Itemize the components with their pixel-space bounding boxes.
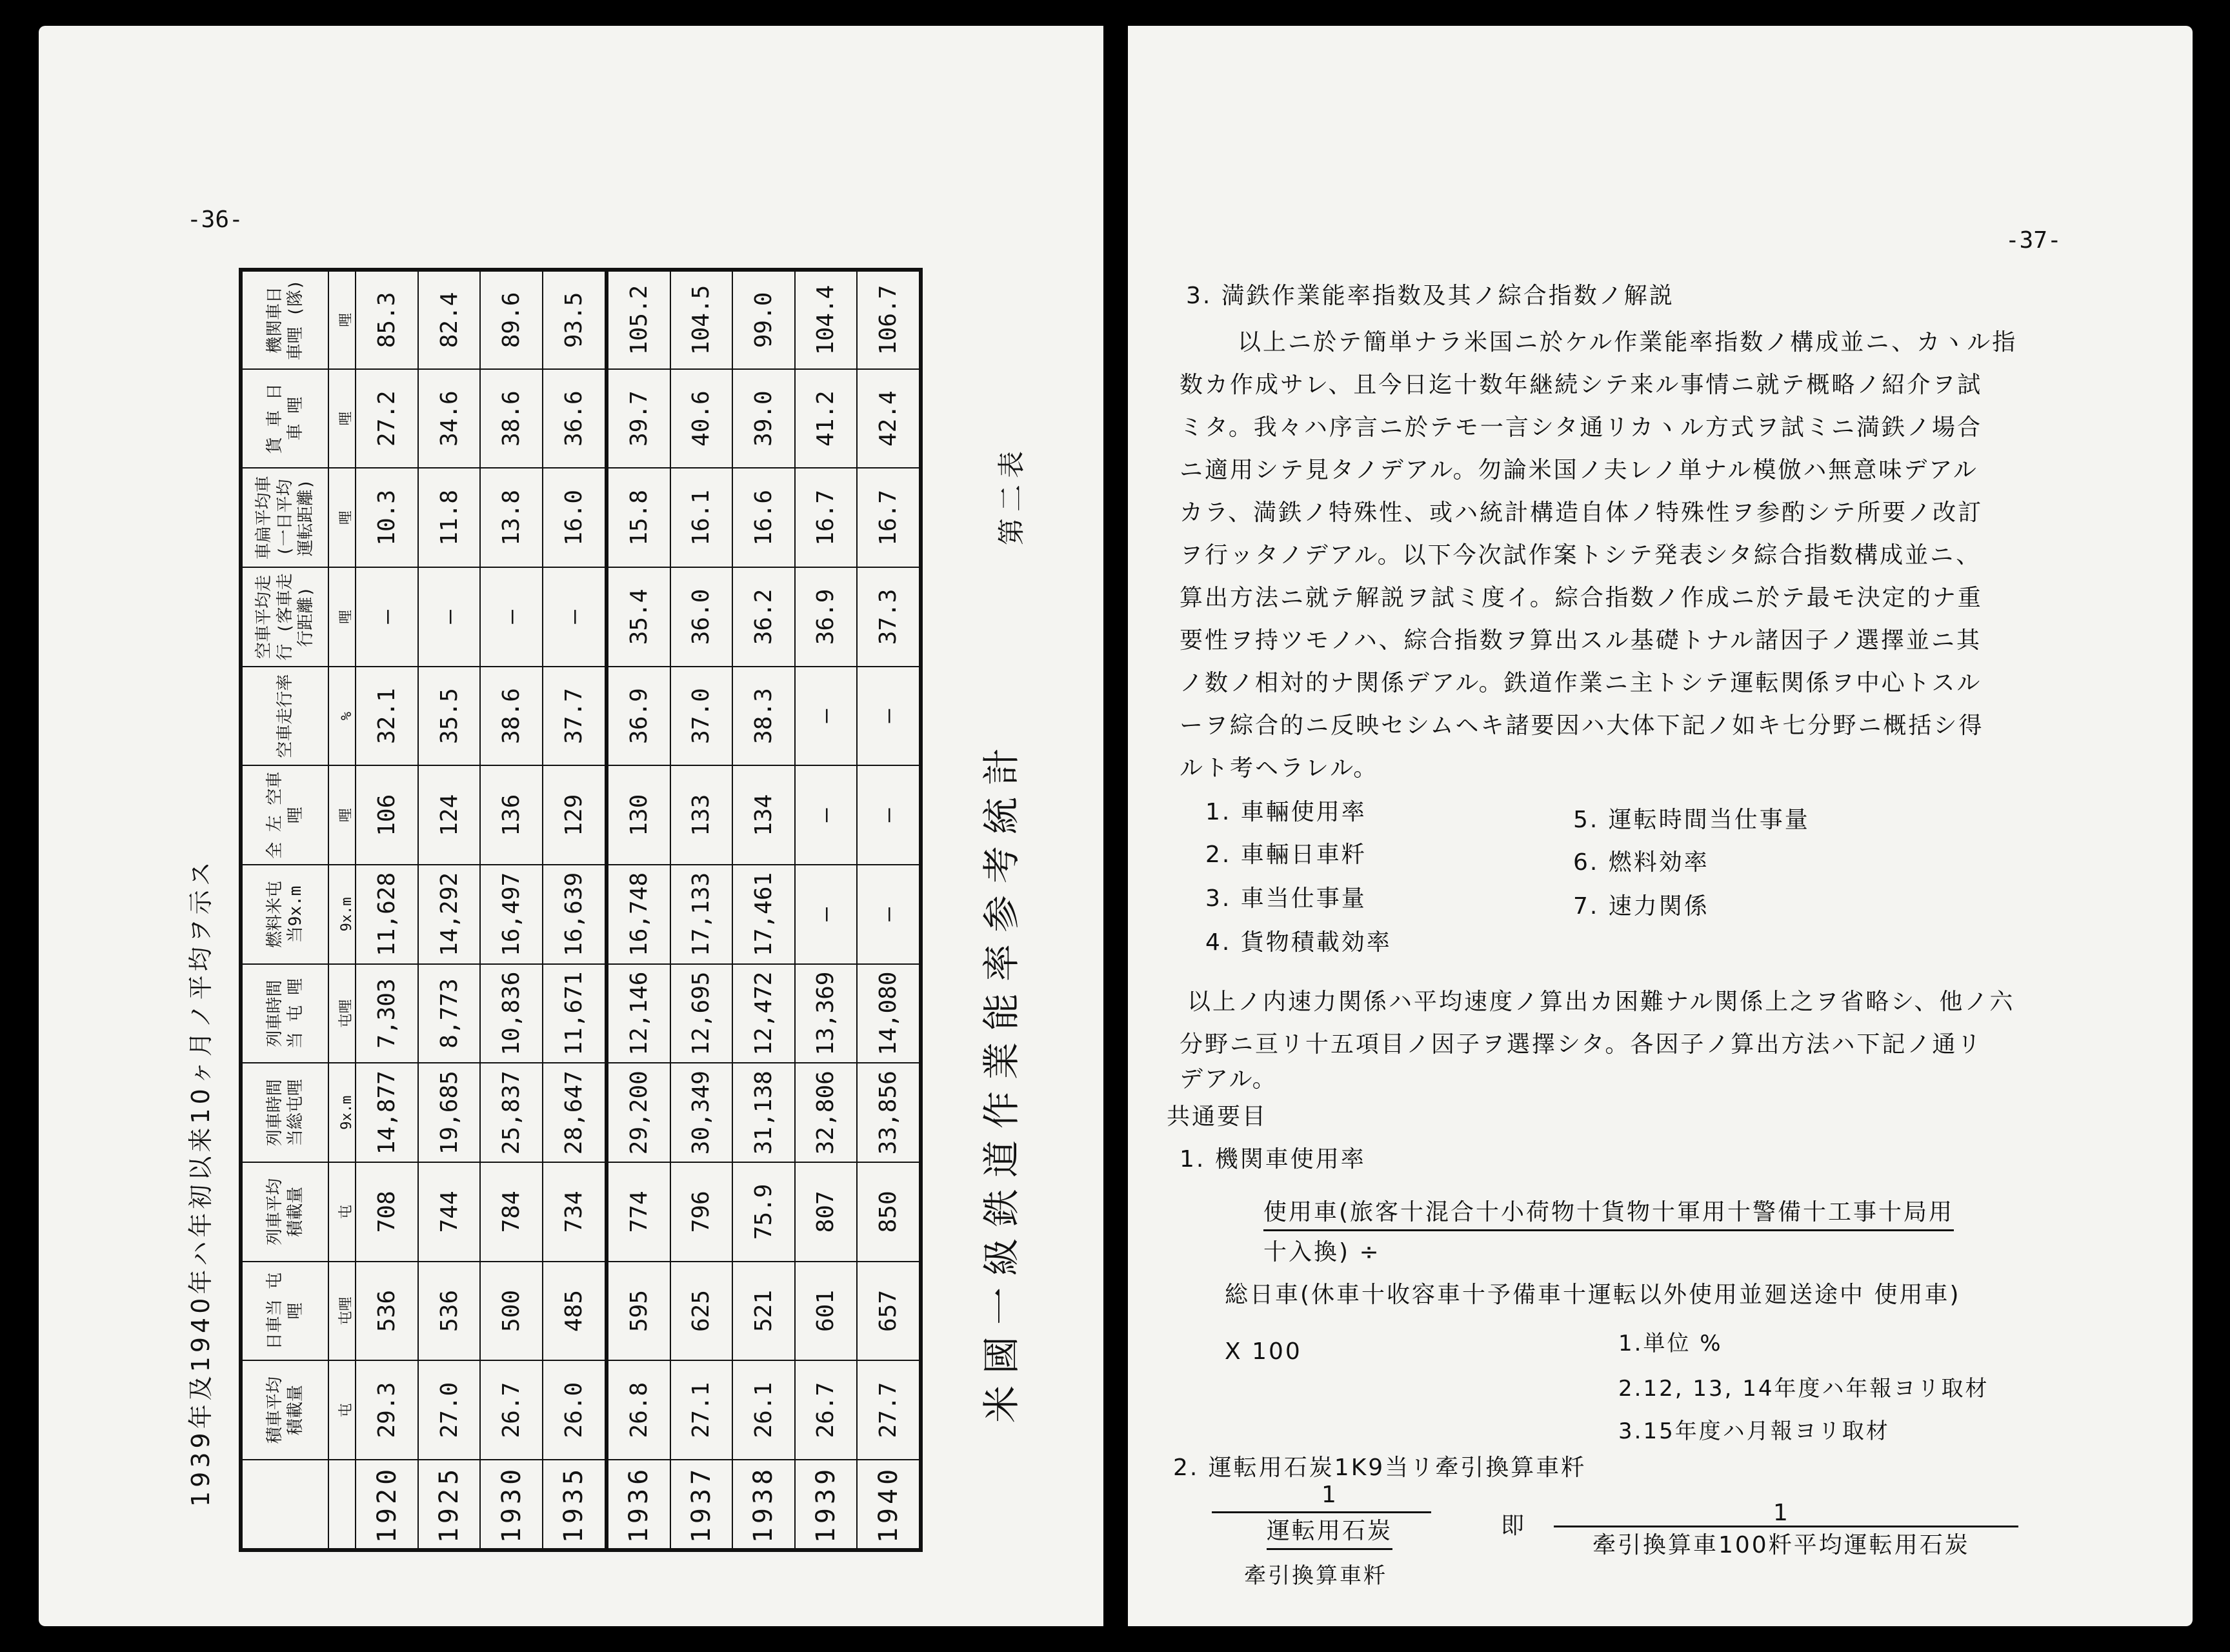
unit-cell: 屯 [328,1162,356,1262]
unit-cell: 哩 [328,567,356,667]
table-cell: 35.4 [607,567,670,667]
note-item: 3.15年度ハ月報ヨリ取材 [1618,1418,1890,1444]
paragraph-line: 要性ヲ持ツモノハ、綜合指数ヲ算出スル基礎トナル諸因子ノ選擇並ニ其 [1180,627,1982,654]
year-cell: 1935 [543,1460,607,1550]
header-cell: 貨 車 日 車 哩 [241,369,328,468]
unit-cell: 屯哩 [328,964,356,1063]
item-heading: 2. 運転用石炭1K9当リ牽引換算車粁 [1173,1455,1587,1481]
table-cell: 16.6 [732,468,795,567]
unit-cell: 哩 [328,270,356,369]
table-row [795,270,858,1550]
table-cell: 7,303 [356,964,418,1063]
fraction-numerator: 1 [1773,1500,1790,1526]
table-cell: 16,639 [543,865,607,964]
table-caption: 米國一級鉄道作業能率参考統計 [979,736,1023,1423]
table-cell: 27.7 [857,1360,921,1460]
table-cell: 39.0 [732,369,795,468]
table-cell: 14,877 [356,1063,418,1162]
table-cell: 106 [356,765,418,865]
table-cell: 15.8 [607,468,670,567]
table-cell: 500 [480,1262,543,1361]
table-cell: — [356,567,418,667]
fraction-denominator: 牽引換算車100粁平均運転用石炭 [1592,1532,1970,1558]
table-cell: — [480,567,543,667]
paragraph-line: カラ、満鉄ノ特殊性、或ハ統計構造自体ノ特殊性ヲ参酌シテ所要ノ改訂 [1180,499,1984,526]
table-cell: 33,856 [857,1063,921,1162]
table-cell: 734 [543,1162,607,1262]
table-cell: 35.5 [418,667,481,766]
year-cell: 1937 [670,1460,733,1550]
factor-item: 7. 速力関係 [1573,893,1709,920]
table-cell: 8,773 [418,964,481,1063]
formula-numerator: 使用車(旅客十混合十小荷物十貨物十軍用十警備十工事十局用 [1263,1194,1954,1231]
table-cell: 16.7 [795,468,858,567]
note-item: 1.単位 % [1618,1331,1723,1356]
table-cell: 17,133 [670,865,733,964]
factor-item: 4. 貨物積載効率 [1205,929,1392,956]
fraction-denominator: 運転用石炭 [1267,1513,1392,1550]
rotated-table-block [168,248,1071,1604]
table-row [356,270,418,1550]
unit-cell: 哩 [328,765,356,865]
table-cell: 744 [418,1162,481,1262]
formula-multiplier: X 100 [1225,1338,1302,1365]
header-cell: 列車平均 積載量 [241,1162,328,1262]
table-header-row [241,270,328,1550]
table-cell: 104.5 [670,270,733,369]
table-cell: 36.2 [732,567,795,667]
table-row [480,270,543,1550]
table-cell: 601 [795,1262,858,1361]
unit-cell: 屯哩 [328,1262,356,1361]
table-cell: 130 [607,765,670,865]
table-cell: 136 [480,765,543,865]
table-cell: 133 [670,765,733,865]
table-cell: 850 [857,1162,921,1262]
paragraph-line: 分野ニ亘リ十五項目ノ因子ヲ選擇シタ。各因子ノ算出方法ハ下記ノ通リ [1180,1031,1983,1058]
table-note: 1939年及1940年ハ年初以来10ヶ月ノ平均ヲ示ス [186,858,215,1507]
header-cell [241,1460,328,1550]
table-cell: 25,837 [480,1063,543,1162]
table-cell: 29.3 [356,1360,418,1460]
paragraph-line: ーヲ綜合的ニ反映セシムヘキ諸要因ハ大体下記ノ如キ七分野ニ概括シ得 [1180,712,1984,739]
table-cell: 13.8 [480,468,543,567]
table-cell: 19,685 [418,1063,481,1162]
table-cell: 708 [356,1162,418,1262]
table-cell: 31,138 [732,1063,795,1162]
statistics-table [239,268,923,1552]
table-cell: 104.4 [795,270,858,369]
table-cell: 10.3 [356,468,418,567]
table-cell: 38.6 [480,667,543,766]
year-cell: 1920 [356,1460,418,1550]
table-row [543,270,607,1550]
table-cell: 32.1 [356,667,418,766]
unit-cell: 屯 [328,1360,356,1460]
table-cell: 16,497 [480,865,543,964]
header-cell: 空車走行率 [241,667,328,766]
table-cell: 30,349 [670,1063,733,1162]
table-cell: — [857,667,921,766]
table-cell: 784 [480,1162,543,1262]
table-row [607,270,670,1550]
common-heading: 共通要目 [1167,1103,1268,1130]
table-cell: 106.7 [857,270,921,369]
paragraph-line: ミタ。我々ハ序言ニ於テモ一言シタ通リカヽル方式ヲ試ミニ満鉄ノ場合 [1180,414,1983,441]
page-number: -36- [187,206,243,233]
paragraph-line: ニ適用シテ見タノデアル。勿論米国ノ夫レノ単ナル模倣ハ無意味デアル [1180,457,1978,483]
table-cell: 37.7 [543,667,607,766]
table-cell: 807 [795,1162,858,1262]
table-cell: 12,695 [670,964,733,1063]
table-cell: 129 [543,765,607,865]
section-heading: 3. 満鉄作業能率指数及其ノ綜合指数ノ解説 [1186,283,1674,309]
table-cell: 39.7 [607,369,670,468]
table-cell: 17,461 [732,865,795,964]
table-cell: 26.7 [480,1360,543,1460]
table-cell: 26.0 [543,1360,607,1460]
table-cell: 10,836 [480,964,543,1063]
table-cell: 774 [607,1162,670,1262]
table-cell: 536 [356,1262,418,1361]
right-page [1128,26,2193,1626]
paragraph-line: 以上ニ於テ簡単ナラ米国ニ於ケル作業能率指数ノ構成並ニ、カヽル指 [1238,329,2018,356]
year-cell: 1930 [480,1460,543,1550]
left-page [39,26,1103,1626]
table-cell: 42.4 [857,369,921,468]
table-cell: 11,671 [543,964,607,1063]
formula-numerator-cont: 十入換) ÷ [1263,1239,1381,1265]
table-row [418,270,481,1550]
table-cell: 85.3 [356,270,418,369]
paragraph-line: ノ数ノ相対的ナ関係デアル。鉄道作業ニ主トシテ運転関係ヲ中心トスル [1180,670,1982,696]
table-cell: 26.7 [795,1360,858,1460]
factor-item: 1. 車輛使用率 [1205,799,1367,825]
header-cell: 積車平均 積載量 [241,1360,328,1460]
table-cell: 16.0 [543,468,607,567]
table-cell: 34.6 [418,369,481,468]
header-cell: 機関車日 車哩 (隊) [241,270,328,369]
table-row [857,270,921,1550]
table-cell: 16.7 [857,468,921,567]
header-cell: 空車平均走行 (客車走行距離) [241,567,328,667]
table-cell: 37.0 [670,667,733,766]
table-cell: 12,472 [732,964,795,1063]
year-cell: 1940 [857,1460,921,1550]
unit-cell: 哩 [328,369,356,468]
table-cell: — [795,865,858,964]
table-cell: 27.1 [670,1360,733,1460]
paragraph-line: 以上ノ内速力関係ハ平均速度ノ算出カ困難ナル関係上之ヲ省略シ、他ノ六 [1187,989,2015,1015]
table-cell: 595 [607,1262,670,1361]
paragraph-line: ヲ行ッタノデアル。以下今次試作案トシテ発表シタ綜合指数構成並ニ、 [1180,542,1982,569]
table-cell: 11.8 [418,468,481,567]
table-cell: 29,200 [607,1063,670,1162]
table-cell: 521 [732,1262,795,1361]
factor-item: 5. 運転時間当仕事量 [1573,807,1810,833]
table-cell: — [857,865,921,964]
table-cell: 75.9 [732,1162,795,1262]
table-cell: 32,806 [795,1063,858,1162]
table-cell: 82.4 [418,270,481,369]
table-cell: 796 [670,1162,733,1262]
unit-cell: 哩 [328,468,356,567]
table-cell: 26.8 [607,1360,670,1460]
year-cell: 1925 [418,1460,481,1550]
table-cell: 485 [543,1262,607,1361]
table-cell: 36.9 [795,567,858,667]
table-cell: 38.6 [480,369,543,468]
table-cell: 93.5 [543,270,607,369]
table-cell: 657 [857,1262,921,1361]
table-cell: 37.3 [857,567,921,667]
paragraph-line: 数カ作成サレ、且今日迄十数年継続シテ来ル事情ニ就テ概略ノ紹介ヲ試 [1180,372,1983,398]
table-cell: 41.2 [795,369,858,468]
table-cell: 11,628 [356,865,418,964]
table-cell: 625 [670,1262,733,1361]
factor-item: 6. 燃料効率 [1573,849,1709,876]
unit-cell: 9x.m [328,1063,356,1162]
year-cell: 1938 [732,1460,795,1550]
fraction-numerator: 1 [1321,1482,1338,1508]
header-cell: 全 左 空車哩 [241,765,328,865]
table-cell: 134 [732,765,795,865]
formula-denominator: 総日車(休車十收容車十予備車十運転以外使用並廻送途中 使用車) [1225,1282,1961,1308]
paragraph-line: ルト考ヘラレル。 [1180,755,1379,781]
header-cell: 日車当 屯 哩 [241,1262,328,1361]
unit-cell: 9x.m [328,865,356,964]
paragraph-line: デアル。 [1180,1066,1278,1093]
factor-item: 2. 車輛日車粁 [1205,841,1367,868]
unit-row [328,270,356,1550]
table-cell: — [418,567,481,667]
table-cell: 89.6 [480,270,543,369]
table-label: 第二表 [996,444,1027,545]
table-row [670,270,733,1550]
table-cell: 14,292 [418,865,481,964]
table-row [732,270,795,1550]
table-cell: 38.3 [732,667,795,766]
note-item: 2.12, 13, 14年度ハ年報ヨリ取材 [1618,1376,1989,1402]
table-cell: — [795,765,858,865]
header-cell: 列車時間 当 屯 哩 [241,964,328,1063]
table-cell: 13,369 [795,964,858,1063]
table-cell: 14,080 [857,964,921,1063]
table-cell: — [543,567,607,667]
table-cell: 36.0 [670,567,733,667]
table-cell: 26.1 [732,1360,795,1460]
table-cell: 536 [418,1262,481,1361]
year-cell: 1936 [607,1460,670,1550]
table-cell: 105.2 [607,270,670,369]
header-cell: 列車時間 当総屯哩 [241,1063,328,1162]
table-cell: 28,647 [543,1063,607,1162]
page-number: -37- [2005,227,2062,254]
paragraph-line: 算出方法ニ就テ解説ヲ試ミ度イ。綜合指数ノ作成ニ於テ最モ決定的ナ重 [1180,585,1983,611]
table-cell: 40.6 [670,369,733,468]
unit-cell [328,1460,356,1550]
table-cell: — [795,667,858,766]
table-cell: 12,146 [607,964,670,1063]
year-cell: 1939 [795,1460,858,1550]
table-cell: 16,748 [607,865,670,964]
header-cell: 車扁平均車 (一日平均運転距離) [241,468,328,567]
header-cell: 燃料米屯 当9x.m [241,865,328,964]
item-heading: 1. 機関車使用率 [1180,1146,1366,1173]
table-cell: 99.0 [732,270,795,369]
table-cell: 27.2 [356,369,418,468]
table-cell: 27.0 [418,1360,481,1460]
table-cell: — [857,765,921,865]
factor-item: 3. 車当仕事量 [1205,885,1367,912]
table-cell: 36.6 [543,369,607,468]
table-cell: 16.1 [670,468,733,567]
table-cell: 124 [418,765,481,865]
equivalence-word: 即 [1501,1513,1527,1539]
unit-cell: % [328,667,356,766]
fraction-subscript: 牽引換算車粁 [1244,1563,1387,1589]
table-cell: 36.9 [607,667,670,766]
